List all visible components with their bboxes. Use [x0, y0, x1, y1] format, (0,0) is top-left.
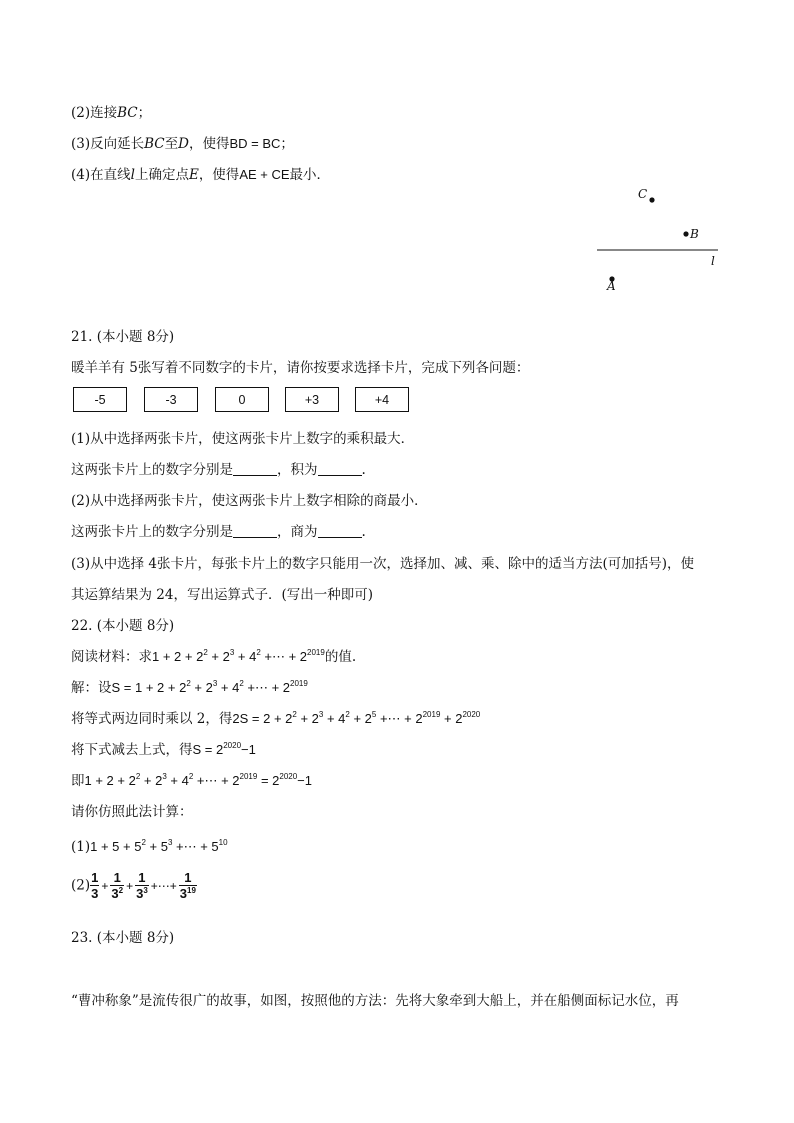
card-4: +3 [285, 387, 339, 412]
fraction: $\frac{1}{3^{19}}$ [179, 869, 196, 901]
q20-step3: (3)反向延长BC至D，使得BD = BC； [71, 136, 294, 152]
q21-p1: (1)从中选择两张卡片，使这两张卡片上数字的乘积最大． [71, 431, 415, 447]
point-b [683, 231, 688, 236]
q21-p3-line2: 其运算结果为 24，写出运算式子．(写出一种即可) [71, 587, 374, 603]
q22-exercise-2: (2) $\frac{1}{3}$ + $\frac{1}{3^2}$ + $\frac{1}{3^3}$ +⋯+ $\frac{1}{3^{19}}$ [71, 869, 196, 901]
point-c [649, 197, 654, 202]
q22-multiply: 将等式两边同时乘以 2，得$2S = 2 + 2^2 + 2^3 + 4^2 + 2^5$ +⋯ + $2^{2019} + 2^{2020}$ [71, 710, 481, 727]
q21-p1-fill: 这两张卡片上的数字分别是 ，积为 . [71, 462, 366, 478]
fraction: $\frac{1}{3^2}$ [111, 869, 124, 901]
q22-header: 22. (本小题 8分) [71, 618, 175, 634]
label-b: B [690, 227, 699, 241]
q20-step2: (2)连接BC； [71, 105, 152, 121]
card-2: -3 [144, 387, 198, 412]
q22-read: 阅读材料：求$1 + 2 + 2^2 + 2^3 + 4^2$ +⋯ + $2^{2019}$的值. [71, 648, 357, 665]
blank-answer[interactable] [318, 525, 362, 538]
q21-p2: (2)从中选择两张卡片，使这两张卡片上数字相除的商最小． [71, 493, 428, 509]
fraction: $\frac{1}{3^3}$ [136, 869, 148, 901]
q22-result: 即$1 + 2 + 2^2 + 2^3 + 4^2$ +⋯ + $2^{2019} = 2^{2020}-1$ [71, 772, 312, 789]
q22-imitate: 请你仿照此法计算： [71, 804, 193, 820]
q20-step4: (4)在直线l上确定点E，使得AE + CE最小． [71, 167, 331, 183]
label-l: l [711, 254, 715, 268]
card-5: +4 [355, 387, 409, 412]
q22-exercise-1: $(1)1 + 5 + 5^2 + 5^3$ +⋯ + $5^{10}$ [71, 838, 228, 855]
label-c: C [638, 187, 648, 201]
blank-answer[interactable] [233, 525, 277, 538]
q21-p2-fill: 这两张卡片上的数字分别是 ，商为 . [71, 524, 366, 540]
blank-answer[interactable] [233, 463, 277, 476]
blank-answer[interactable] [318, 463, 362, 476]
label-a: A [607, 279, 616, 293]
q23-text: “曹冲称象”是流传很广的故事，如图，按照他的方法：先将大象牵到大船上，并在船侧面标记水位，再 [71, 993, 679, 1009]
q22-subtract: 将下式减去上式，得$S = 2^{2020}-1$ [71, 741, 256, 758]
q23-header: 23. (本小题 8分) [71, 930, 175, 946]
q22-solution: 解：设$S = 1 + 2 + 2^2 + 2^3 + 4^2$ +⋯ + $2^{2019}$ [71, 679, 308, 696]
q21-intro: 暖羊羊有 5张写着不同数字的卡片，请你按要求选择卡片，完成下列各问题： [71, 360, 530, 376]
fraction: $\frac{1}{3}$ [91, 869, 99, 901]
card-3: 0 [215, 387, 269, 412]
q21-p3-line1: (3)从中选择 4张卡片，每张卡片上的数字只能用一次，选择加、减、乘、除中的适当方法(可加括号)，使 [71, 556, 695, 572]
card-1: -5 [73, 387, 127, 412]
q21-header: 21. (本小题 8分) [71, 329, 175, 345]
